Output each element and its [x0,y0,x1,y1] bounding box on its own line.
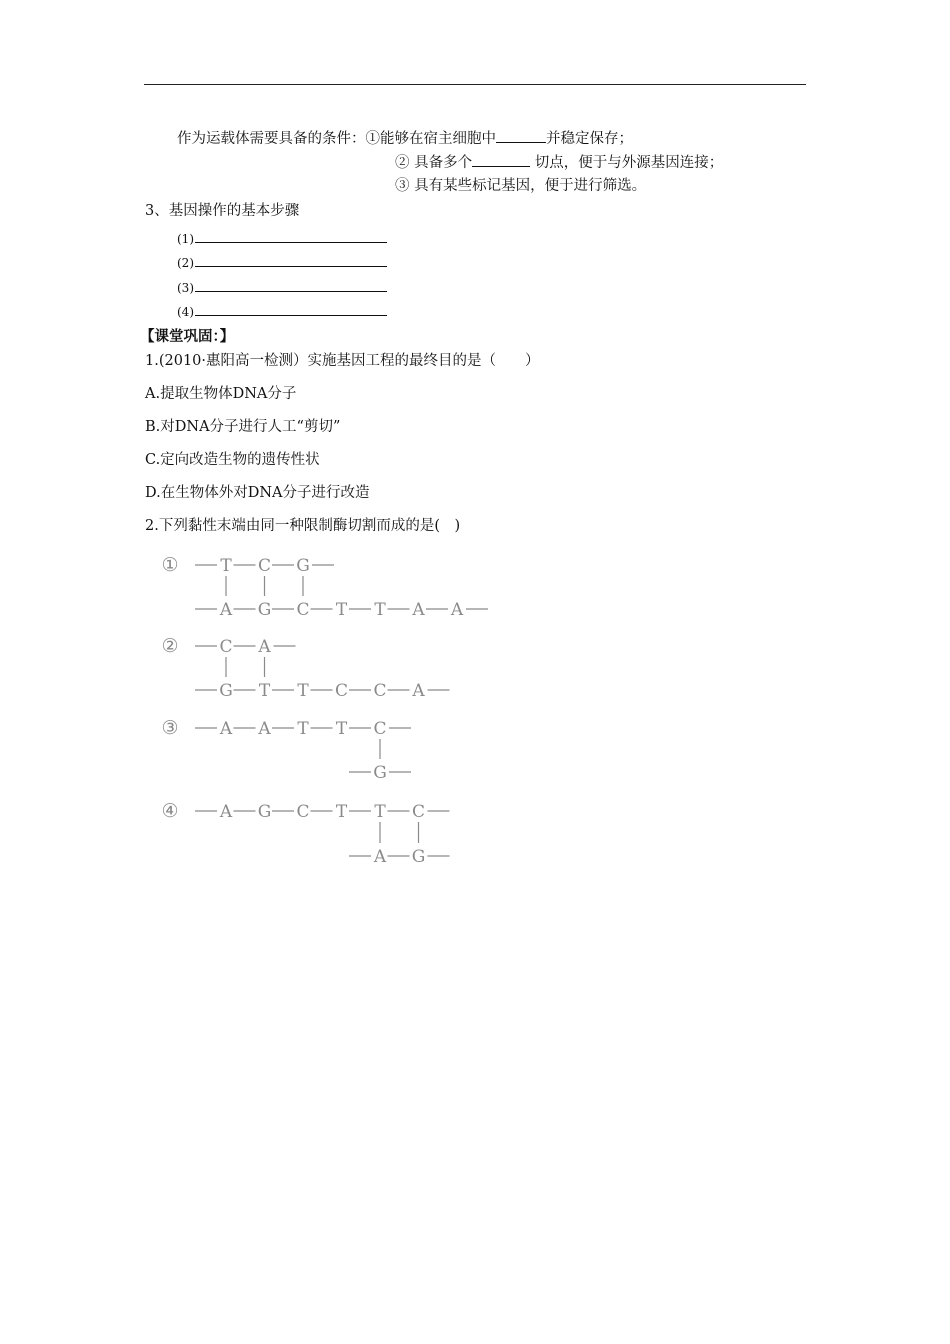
top-strand-base: T [335,719,348,739]
bottom-strand-base: T [335,600,348,620]
condition-1-suffix: 并稳定保存； [546,131,633,147]
bottom-strand-base: C [334,681,349,701]
sticky-end-3 [161,717,411,783]
top-strand-base: C [219,637,233,657]
sticky-end-label: ② [161,635,179,657]
condition-2-suffix: 切点，便于与外源基因连接； [530,155,724,171]
top-strand-base: T [335,802,348,822]
top-strand-base: C [411,802,426,822]
top-strand-base: A [219,802,233,822]
condition-2-prefix: ② 具备多个 [395,155,473,171]
sticky-end-label: ③ [161,717,179,739]
bottom-strand-base: A [373,847,387,867]
top-strand-base: G [257,802,272,822]
bottom-strand-base: T [258,681,271,701]
condition-1-prefix: ①能够在宿主细胞中 [365,131,496,147]
top-strand-base: A [219,719,233,739]
question-1-option-c: C.定向改造生物的遗传性状 [145,452,320,468]
step-3-label: (3) [177,281,194,295]
bottom-strand-base: C [296,600,310,620]
condition-3-text: ③ 具有某些标记基因，便于进行筛选。 [395,178,647,194]
step-4-label: (4) [177,305,194,319]
bottom-strand-base: C [373,681,387,701]
top-strand-base: A [258,637,271,657]
question-1-option-a: A.提取生物体DNA分子 [145,386,297,402]
bottom-strand-base: T [374,600,386,620]
question-2-stem: 2.下列黏性末端由同一种限制酶切割而成的是( ) [145,518,461,534]
sticky-end-2 [161,635,449,701]
question-1-stem: 1.(2010·惠阳高一检测）实施基因工程的最终目的是（ ） [145,353,540,369]
top-strand-base: T [297,719,309,739]
top-strand-base: C [257,556,272,576]
top-strand-base: C [373,719,387,739]
sticky-end-4 [161,800,449,867]
step-1-label: (1) [177,232,194,246]
section-3-title: 3、基因操作的基本步骤 [145,203,300,219]
bottom-strand-base: A [412,600,425,620]
bottom-strand-base: G [411,847,426,867]
top-strand-base: T [374,802,386,822]
question-1-option-b: B.对DNA分子进行人工“剪切” [145,419,341,435]
bottom-strand-base: G [373,763,387,783]
top-strand-base: G [296,556,310,576]
top-strand-base: T [220,556,232,576]
sticky-end-label: ④ [161,800,179,822]
top-strand-base: C [296,802,310,822]
bottom-strand-base: T [297,681,309,701]
step-2-label: (2) [177,256,194,270]
top-strand-base: A [258,719,271,739]
bottom-strand-base: G [219,681,233,701]
question-1-option-d: D.在生物体外对DNA分子进行改造 [145,485,370,501]
sticky-end-label: ① [161,554,179,576]
bottom-strand-base: A [450,600,464,620]
sticky-end-1 [161,554,488,620]
bottom-strand-base: A [219,600,233,620]
practice-heading: 【课堂巩固：】 [140,328,235,345]
bottom-strand-base: A [412,681,425,701]
conditions-lead: 作为运载体需要具备的条件： [177,131,366,147]
bottom-strand-base: G [257,600,272,620]
